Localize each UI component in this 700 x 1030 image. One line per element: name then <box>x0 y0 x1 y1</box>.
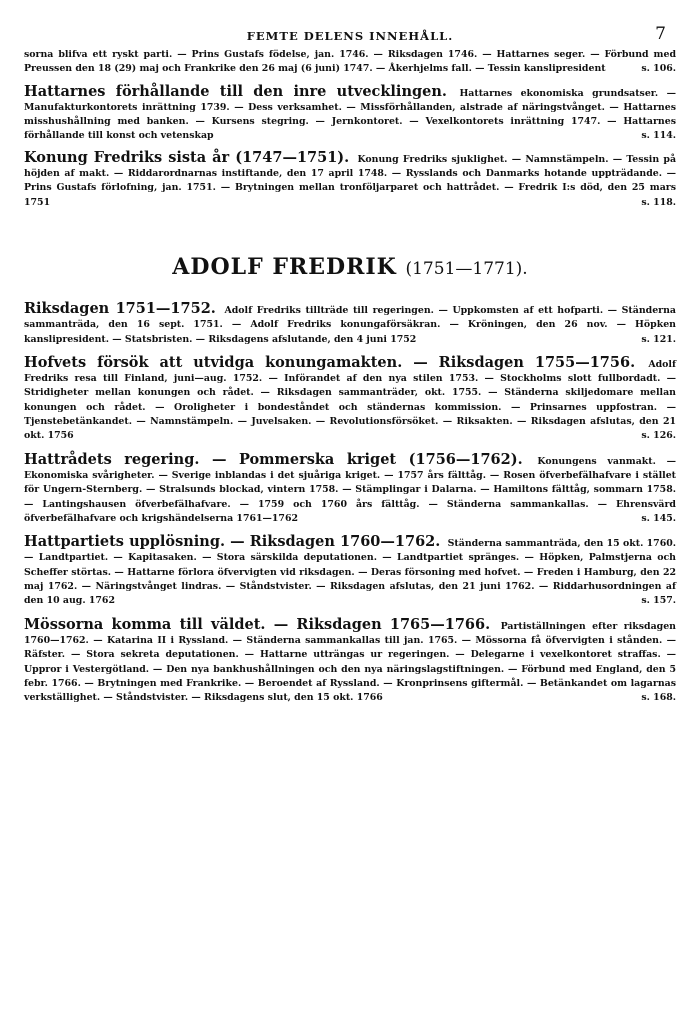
entry-text: Ständerna sammanträda, den 15 okt. 1760. — Landtpartiet. — Kapitasaken. — Stora särskilda deputationen. — Landtpartiet spränges. — Höpken, Palmstjerna och Scheffer störtas. — Hattarne förlora öfvervigten vid riksdagen. — Deras försoning med hofvet. — Freden i Hamburg, den 22 maj 1762. — Näringstvånget lindras. — Ståndstvister. — Riksdagen afslutas, den 21 juni 1762. — Riddarhusordningen af den 10 aug. 1762 <box>24 538 677 607</box>
entry-heading: Hofvets försök att utvidga konungamakten. — Riksdagen 1755—1756. <box>24 353 636 371</box>
entry-body <box>24 535 676 608</box>
era-title: ADOLF FREDRIK <box>172 253 397 280</box>
entry-page-ref: s. 145. <box>641 512 676 524</box>
entry-body <box>24 148 677 210</box>
entry-page-ref: s. 157. <box>641 595 676 607</box>
entry-page-ref: s. 126. <box>641 430 676 442</box>
entry-page-ref: s. 106. <box>641 63 676 75</box>
entry-heading: Mössorna komma till väldet. — Riksdagen 1765—1766. <box>24 615 491 633</box>
era-years: (1751—1771). <box>405 258 528 279</box>
entry-heading: Hattarnes förhållande till den inre utvecklingen. <box>24 82 447 100</box>
toc-entry <box>24 450 676 526</box>
entry-body <box>24 82 676 144</box>
toc-entry <box>24 148 677 210</box>
toc-entry <box>24 82 676 144</box>
entry-text: Adolf Fredriks resa till Finland, juni—aug. 1752. — Införandet af den nya stilen 1753. — Stockholms slott fullbordadt. — Stridigheter mellan konungen och rådet. — Riksdagen sammanträder, okt. 1755. — Ständerna skiljedomare mellan konungen och rådet. — Oroligheter i bondeståndet och ständernas kommission. — Prinsarnes uppfostran. — Tjenstebetänkandet. — Namnstämpeln. — Juvelsaken. — Revolutionsförsöket. — Riksakten. — Riksdagen afslutas, den 21 okt. 1756 <box>24 358 676 442</box>
entry-heading: Konung Fredriks sista år (1747—1751). <box>24 148 350 166</box>
page-header <box>24 24 676 48</box>
entry-page-ref: s. 118. <box>641 196 676 208</box>
entry-page-ref: s. 121. <box>641 333 676 345</box>
page-number: 7 <box>655 24 666 44</box>
entry-text: Konung Fredriks sjuklighet. — Namnstämpeln. — Tessin på höjden af makt. — Riddarordnarnas instiftande, den 17 april 1748. — Rysslands och Danmarks hotande uppträdande. — Prins Gustafs förlofning, jan. 1751. — Brytningen mellan tronföljarparet och hattrådet. — Fredrik I:s död, den 25 mars 1751 <box>24 153 677 208</box>
entry-text: Adolf Fredriks tillträde till regeringen. — Uppkomsten af ett hofparti. — Ständerna sammanträda, den 16 sept. 1751. — Adolf Fredriks konungaförsäkran. — Kröningen, den 26 nov. — Höpken kanslipresident. — Statsbristen. — Riksdagens afslutande, den 4 juni 1752 <box>24 304 676 345</box>
entry-body <box>24 299 676 347</box>
toc-entry <box>24 353 676 444</box>
entry-heading: Hattrådets regering. — Pommerska kriget (1756—1762). <box>24 450 523 468</box>
entry-body <box>24 450 676 526</box>
entry-heading: Riksdagen 1751—1752. <box>24 299 216 317</box>
entry-text: Konungens vanmakt. — Ekonomiska svårigheter. — Sverige inblandas i det sjuåriga kriget. — 1757 års fälttåg. — Rosen öfverbefälhafvare i stället för Ungern-Sternberg. — Stralsunds blockad, vintern 1758. — Stämplingar i Dalarna. — Hamiltons fälttåg, sommarn 1758. — Lantingshausen öfverbefälhafvare. — 1759 och 1760 års fälttåg. — Ständerna sammankallas. — Ehrensvärd öfverbefälhafvare och krigshändelserna 1761—1762 <box>24 455 676 524</box>
era-heading <box>24 254 676 280</box>
toc-entry <box>24 299 676 347</box>
running-title: FEMTE DELENS INNEHÅLL. <box>246 29 454 43</box>
toc-entry <box>24 535 676 608</box>
entry-text: Hattarnes ekonomiska grundsatser. — Manufakturkontorets inrättning 1739. — Dess verksamhet. — Missförhållanden, alstrade af näringstvånget. — Hattarnes misshushållning med banken. — Kursens stegring. — Jernkontoret. — Vexelkontorets inrättning 1747. — Hattarnes förhållande till konst och vetenskap <box>24 87 676 142</box>
toc-entry <box>24 615 677 706</box>
entry-body <box>24 353 676 444</box>
entry-body <box>24 615 677 706</box>
toc-page <box>24 24 676 705</box>
entry-heading: Hattpartiets upplösning. — Riksdagen 1760—1762. <box>24 533 441 551</box>
entry-text: Partiställningen efter riksdagen 1760—1762. — Katarina II i Ryssland. — Ständerna sammankallas till jan. 1765. — Mössorna få öfvervigten i stånden. — Räfster. — Stora sekreta deputationen. — Hattarne utträngas ur regeringen. — Delegarne i vexelkontoret straffas. — Uppror i Vestergötland. — Den nya bankhushållningen och den nya näringslagstiftningen. — Förbund med England, den 5 febr. 1766. — Brytningen med Frankrike. — Beroendet af Ryssland. — Kronprinsens giftermål. — Betänkandet om lagarnas verkställighet. — Ståndstvister. — Riksdagens slut, den 15 okt. 1766 <box>24 620 677 704</box>
entry-body <box>24 48 676 77</box>
toc-entry <box>24 48 676 77</box>
entry-page-ref: s. 114. <box>641 130 676 142</box>
entry-page-ref: s. 168. <box>641 692 676 704</box>
entry-text: sorna blifva ett ryskt parti. — Prins Gustafs födelse, jan. 1746. — Riksdagen 1746. — Hattarnes seger. — Förbund med Preussen den 18 (29) maj och Frankrike den 26 maj (6 juni) 1747. — Åkerhjelms fall. — Tessin kanslipresident <box>24 49 676 75</box>
